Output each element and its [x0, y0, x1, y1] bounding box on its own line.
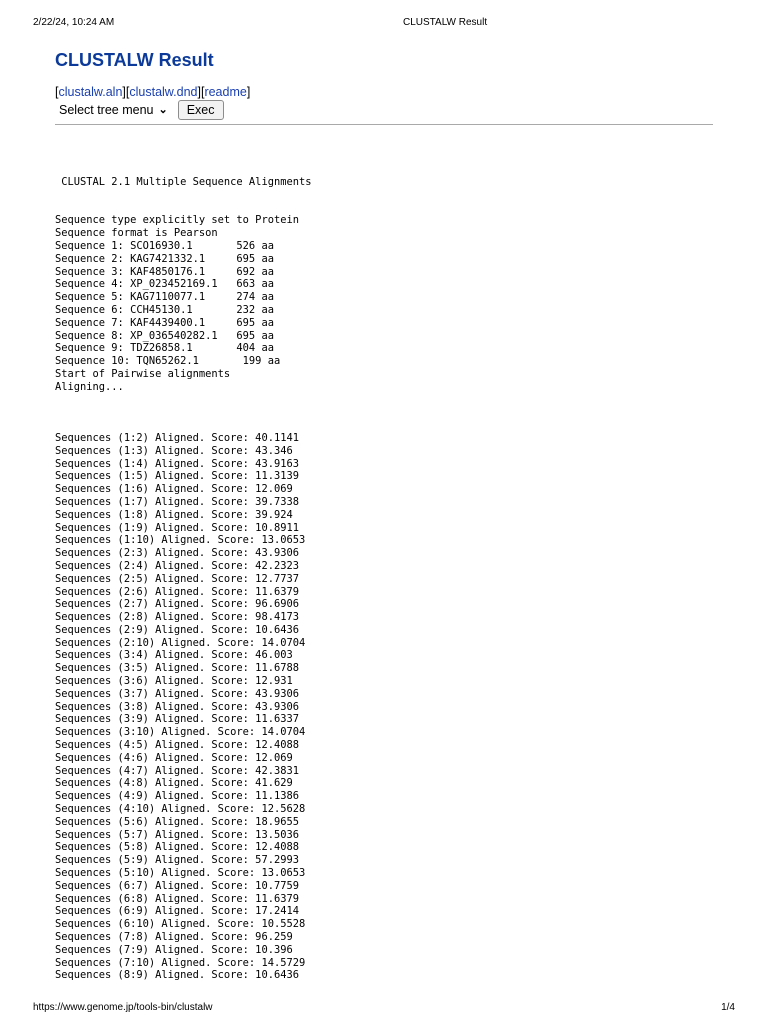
output-line: Sequences (1:10) Aligned. Score: 13.0653: [55, 534, 306, 547]
output-line: Sequences (5:7) Aligned. Score: 13.5036: [55, 828, 299, 841]
output-line: Sequence 1: SCO16930.1 526 aa: [55, 239, 274, 252]
output-line: Sequences (4:7) Aligned. Score: 42.3831: [55, 764, 299, 777]
print-page-title: CLUSTALW Result: [403, 17, 488, 28]
tree-menu-form: [55, 99, 224, 120]
output-line: Sequences (8:9) Aligned. Score: 10.6436: [55, 969, 299, 982]
output-line: Sequences (1:7) Aligned. Score: 39.7338: [55, 495, 299, 508]
output-line: Sequence 3: KAF4850176.1 692 aa: [55, 265, 274, 278]
output-line: Sequences (5:10) Aligned. Score: 13.0653: [55, 867, 306, 880]
output-line: Sequences (7:9) Aligned. Score: 10.396: [55, 943, 293, 956]
output-line: Sequences (2:10) Aligned. Score: 14.0704: [55, 636, 306, 649]
output-line: Sequence 9: TDZ26858.1 404 aa: [55, 342, 274, 355]
output-line: Sequences (5:9) Aligned. Score: 57.2993: [55, 854, 299, 867]
output-line: Sequences (7:10) Aligned. Score: 14.5729: [55, 956, 306, 969]
output-line: Sequences (3:5) Aligned. Score: 11.6788: [55, 662, 299, 675]
bracket: ][: [122, 85, 130, 99]
output-line: Sequence 10: TQN65262.1 199 aa: [55, 355, 281, 368]
output-line: Sequences (2:9) Aligned. Score: 10.6436: [55, 623, 299, 636]
output-line: Sequences (2:5) Aligned. Score: 12.7737: [55, 572, 299, 585]
readme-link[interactable]: readme: [204, 85, 247, 99]
print-url: https://www.genome.jp/tools-bin/clustalw: [33, 1002, 213, 1013]
result-links: [55, 85, 250, 99]
output-line: Sequence 8: XP_036540282.1 695 aa: [55, 329, 274, 342]
output-line: Sequences (1:2) Aligned. Score: 40.1141: [55, 431, 299, 444]
output-line: Sequences (4:9) Aligned. Score: 11.1386: [55, 790, 299, 803]
bracket: ]: [246, 85, 251, 99]
output-line: Sequences (5:8) Aligned. Score: 12.4088: [55, 841, 299, 854]
output-line: Sequences (3:6) Aligned. Score: 12.931: [55, 675, 293, 688]
output-line: Sequences (4:5) Aligned. Score: 12.4088: [55, 739, 299, 752]
output-line: Sequences (1:8) Aligned. Score: 39.924: [55, 508, 293, 521]
tree-menu-select[interactable]: [55, 100, 172, 120]
output-line: Sequence type explicitly set to Protein: [55, 214, 299, 227]
output-line: Sequences (2:7) Aligned. Score: 96.6906: [55, 598, 299, 611]
output-line: Sequences (3:7) Aligned. Score: 43.9306: [55, 687, 299, 700]
print-page-number: 1/4: [721, 1002, 735, 1013]
output-line: Sequences (3:4) Aligned. Score: 46.003: [55, 649, 293, 662]
page-title: CLUSTALW Result: [55, 50, 214, 70]
bracket: [: [55, 85, 59, 99]
output-line: Sequences (1:6) Aligned. Score: 12.069: [55, 483, 293, 496]
output-line: Sequences (1:3) Aligned. Score: 43.346: [55, 444, 293, 457]
print-footer: [33, 1002, 735, 1016]
output-line: Sequences (3:8) Aligned. Score: 43.9306: [55, 700, 299, 713]
output-line: Aligning...: [55, 380, 124, 393]
output-line: Sequences (7:8) Aligned. Score: 96.259: [55, 931, 293, 944]
output-line: Sequence 6: CCH45130.1 232 aa: [55, 303, 274, 316]
output-line: Sequences (1:5) Aligned. Score: 11.3139: [55, 470, 299, 483]
output-line: Sequence 4: XP_023452169.1 663 aa: [55, 278, 274, 291]
output-line: Sequences (1:4) Aligned. Score: 43.9163: [55, 457, 299, 470]
bracket: ][: [197, 85, 205, 99]
output-line: Start of Pairwise alignments: [55, 367, 231, 380]
clustalw-dnd-link[interactable]: clustalw.dnd: [129, 85, 198, 99]
chevron-down-icon: ⌄: [158, 104, 168, 116]
print-header: [33, 17, 735, 31]
output-line: Sequences (2:3) Aligned. Score: 43.9306: [55, 547, 299, 560]
output-line: Sequences (3:10) Aligned. Score: 14.0704: [55, 726, 306, 739]
print-date: 2/22/24, 10:24 AM: [33, 17, 115, 28]
output-line: Sequences (2:6) Aligned. Score: 11.6379: [55, 585, 299, 598]
output-line: Sequences (4:6) Aligned. Score: 12.069: [55, 751, 293, 764]
output-line: Sequences (5:6) Aligned. Score: 18.9655: [55, 815, 299, 828]
output-line: Sequences (6:8) Aligned. Score: 11.6379: [55, 892, 299, 905]
output-line: CLUSTAL 2.1 Multiple Sequence Alignments: [55, 176, 312, 188]
output-line: Sequence 7: KAF4439400.1 695 aa: [55, 316, 274, 329]
divider: [55, 124, 713, 125]
clustal-output: [55, 176, 311, 982]
output-line: Sequences (6:9) Aligned. Score: 17.2414: [55, 905, 299, 918]
output-line: Sequence 2: KAG7421332.1 695 aa: [55, 252, 274, 265]
output-line: Sequences (2:8) Aligned. Score: 98.4173: [55, 611, 299, 624]
output-line: Sequences (4:8) Aligned. Score: 41.629: [55, 777, 293, 790]
output-line: Sequences (6:7) Aligned. Score: 10.7759: [55, 879, 299, 892]
output-line: Sequences (4:10) Aligned. Score: 12.5628: [55, 803, 306, 816]
output-line: Sequence format is Pearson: [55, 227, 218, 240]
clustalw-aln-link[interactable]: clustalw.aln: [58, 85, 123, 99]
output-line: Sequences (2:4) Aligned. Score: 42.2323: [55, 559, 299, 572]
output-line: Sequences (3:9) Aligned. Score: 11.6337: [55, 713, 299, 726]
output-line: Sequences (6:10) Aligned. Score: 10.5528: [55, 918, 306, 931]
exec-button[interactable]: Exec: [178, 100, 224, 120]
tree-menu-selected-value: Select tree menu: [59, 102, 154, 117]
output-line: Sequence 5: KAG7110077.1 274 aa: [55, 291, 274, 304]
output-line: Sequences (1:9) Aligned. Score: 10.8911: [55, 521, 299, 534]
